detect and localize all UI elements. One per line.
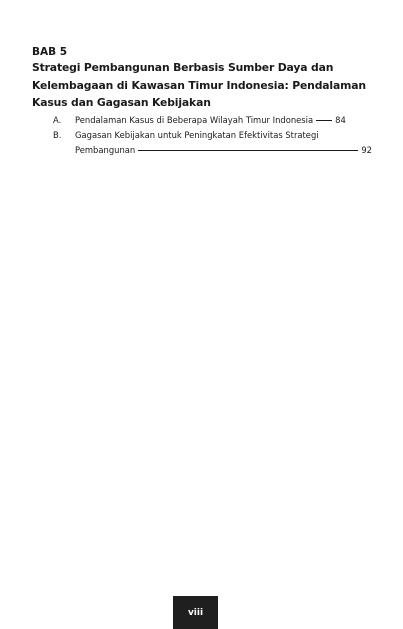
chapter-title-line-3: Kasus dan Gagasan Kebijakan	[32, 96, 211, 109]
page-number: viii	[187, 607, 204, 618]
chapter-section	[32, 45, 372, 158]
page-number-badge	[173, 596, 218, 629]
toc-entry-line	[75, 128, 372, 143]
toc-entry-page: 84	[335, 114, 346, 125]
toc-entry-page: 92	[361, 144, 372, 155]
chapter-title	[32, 59, 372, 112]
toc-entry[interactable]	[32, 113, 372, 128]
toc-entry-title: Gagasan Kebijakan untuk Peningkatan Efektivitas Strategi	[75, 129, 319, 140]
toc-leader	[316, 120, 332, 121]
chapter-label: BAB 5	[32, 46, 68, 58]
toc-entry-letter: B.	[53, 129, 62, 140]
toc-entry-body	[75, 128, 372, 158]
toc-leader	[138, 150, 358, 151]
toc-list	[32, 113, 372, 158]
toc-entry[interactable]	[32, 128, 372, 158]
toc-entry-line	[75, 143, 372, 158]
toc-entry-title-continued: Pembangunan	[75, 144, 136, 155]
toc-entry-line	[75, 113, 372, 128]
chapter-title-line-2: Kelembagaan di Kawasan Timur Indonesia: Pendalaman	[32, 78, 366, 92]
chapter-title-line-1: Strategi Pembangunan Berbasis Sumber Daya dan	[32, 61, 334, 74]
toc-entry-body	[75, 113, 372, 128]
toc-entry-letter: A.	[53, 114, 62, 125]
toc-entry-title: Pendalaman Kasus di Beberapa Wilayah Timur Indonesia	[75, 114, 314, 125]
